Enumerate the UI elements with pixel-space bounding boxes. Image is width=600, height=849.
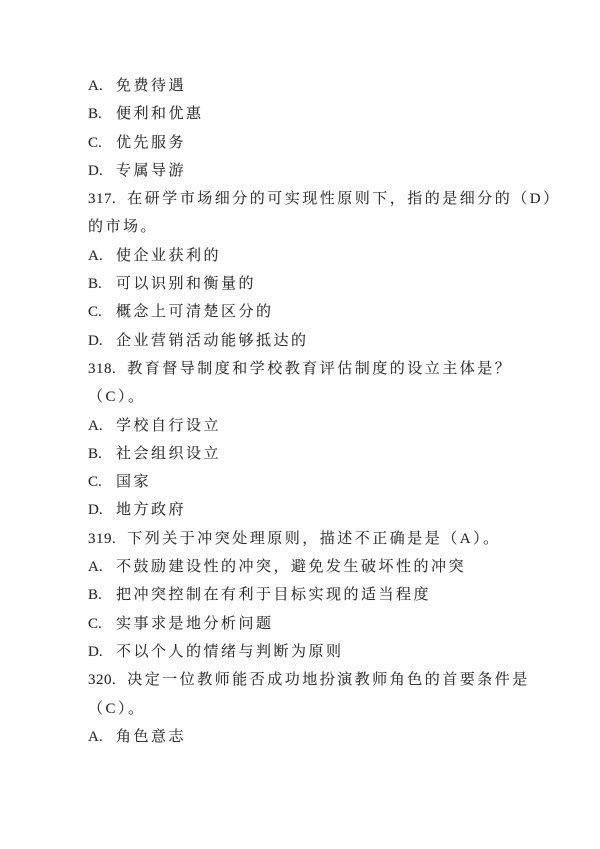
question-stem-line: [88, 355, 558, 383]
option-text: 学校自行设立: [116, 417, 222, 434]
option-label: D.: [88, 332, 103, 349]
option-line: [88, 270, 558, 298]
option-line: [88, 553, 558, 581]
question-stem-line: [88, 525, 558, 553]
option-line: [88, 638, 558, 666]
option-text: 便利和优惠: [116, 106, 204, 123]
question-stem-text: 教育督导制度和学校教育评估制度的设立主体是？: [127, 360, 513, 377]
option-text: 概念上可清楚区分的: [116, 304, 274, 321]
question-number: 318.: [88, 360, 117, 377]
option-label: D.: [88, 502, 103, 519]
option-label: C.: [88, 134, 102, 151]
option-label: B.: [88, 276, 102, 293]
option-text: 企业营销活动能够抵达的: [116, 332, 309, 349]
option-label: D.: [88, 162, 103, 179]
option-line: [88, 157, 558, 185]
question-stem-line: [88, 185, 561, 213]
option-line: [88, 440, 558, 468]
option-label: A.: [88, 247, 103, 264]
option-text: 可以识别和衡量的: [116, 276, 257, 293]
option-text: 不以个人的情绪与判断为原则: [116, 643, 344, 660]
option-line: [88, 298, 558, 326]
option-label: A.: [88, 728, 103, 745]
quiz-content: [88, 72, 561, 751]
question-stem-line: [88, 666, 558, 694]
option-text: 把冲突控制在有利于目标实现的适当程度: [116, 587, 432, 604]
option-text: 不鼓励建设性的冲突，避免发生破坏性的冲突: [116, 559, 467, 576]
question-stem-text: 决定一位教师能否成功地扮演教师角色的首要条件是: [127, 672, 530, 689]
option-label: B.: [88, 587, 102, 604]
option-text: 使企业获利的: [116, 247, 222, 264]
question-number: 317.: [88, 191, 117, 208]
question-stem-line: [88, 213, 558, 241]
option-label: D.: [88, 643, 103, 660]
option-line: [88, 610, 558, 638]
option-label: B.: [88, 445, 102, 462]
question-number: 319.: [88, 530, 117, 547]
option-text: 免费待遇: [116, 78, 187, 94]
option-line: [88, 100, 558, 128]
option-text: 国家: [116, 474, 152, 491]
option-label: C.: [88, 615, 102, 632]
option-label: A.: [88, 78, 103, 94]
option-text: 地方政府: [116, 502, 187, 519]
question-number: 320.: [88, 672, 117, 689]
option-text: 角色意志: [116, 728, 187, 745]
question-stem-line: [88, 695, 558, 723]
option-line: [88, 723, 558, 751]
question-stem-text: 在研学市场细分的可实现性原则下，指的是细分的（D）: [127, 191, 561, 208]
option-line: [88, 242, 558, 270]
question-stem-text: 下列关于冲突处理原则，描述不正确是是（A）。: [127, 530, 501, 547]
option-line: [88, 412, 558, 440]
option-line: [88, 72, 558, 100]
option-line: [88, 327, 558, 355]
option-label: C.: [88, 304, 102, 321]
option-line: [88, 581, 558, 609]
question-stem-text: 的市场。: [88, 219, 159, 236]
option-line: [88, 129, 558, 157]
option-text: 专属导游: [116, 162, 187, 179]
question-stem-text: （C）。: [88, 700, 146, 717]
option-label: A.: [88, 559, 103, 576]
option-line: [88, 468, 558, 496]
question-stem-text: （C）。: [88, 389, 146, 406]
option-text: 实事求是地分析问题: [116, 615, 274, 632]
option-line: [88, 496, 558, 524]
question-stem-line: [88, 383, 558, 411]
option-label: A.: [88, 417, 103, 434]
option-text: 优先服务: [116, 134, 187, 151]
option-label: C.: [88, 474, 102, 491]
option-label: B.: [88, 106, 102, 123]
option-text: 社会组织设立: [116, 445, 222, 462]
